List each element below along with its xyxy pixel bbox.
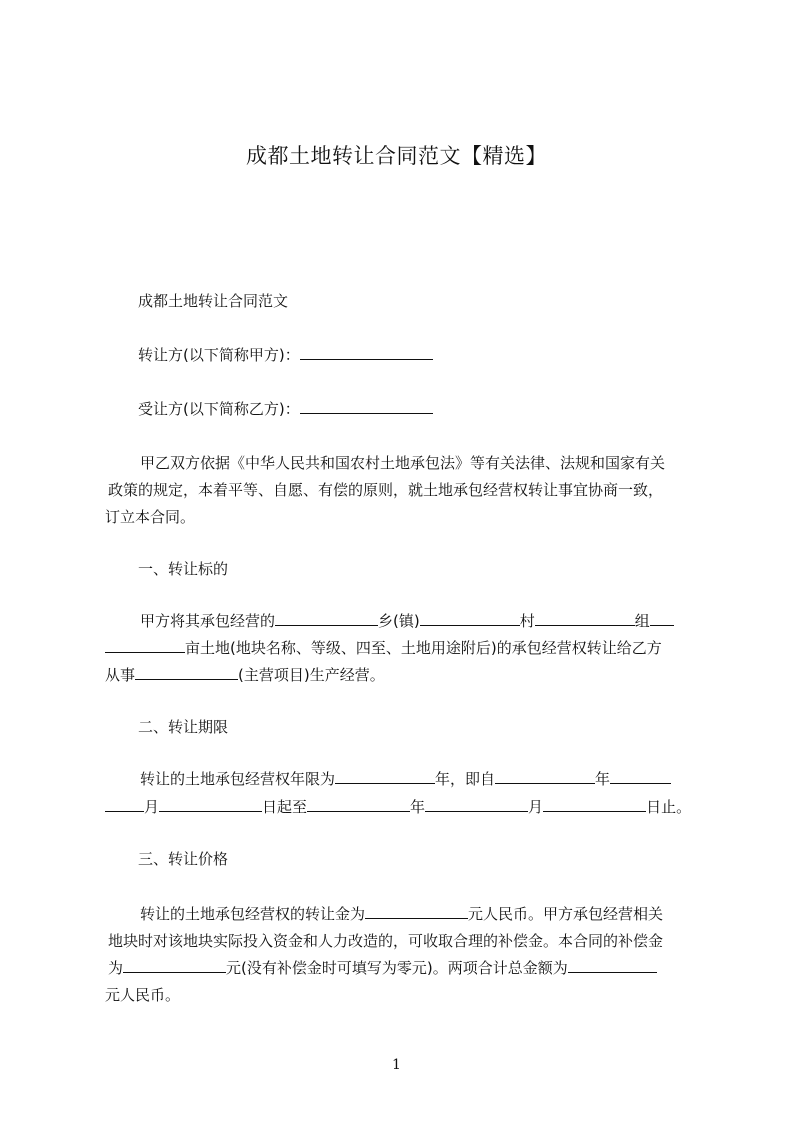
preamble-line-1: 甲乙双方依据《中华人民共和国农村土地承包法》等有关法律、法规和国家有关 [140,454,666,472]
transferor-blank [300,345,433,360]
end-day-blank [543,797,646,812]
transferee-label: 受让方(以下简称乙方)： [138,400,300,418]
document-title: 成都土地转让合同范文【精选】 [246,144,547,168]
section3-text: 元(没有补偿金时可填写为零元)。两项合计总金额为 [226,959,568,977]
start-day-blank [159,797,262,812]
end-month-blank [425,797,528,812]
section2-text: 日起至 [262,798,308,816]
page-number: 1 [392,1057,401,1073]
section3-line-3 [108,958,657,978]
section1-text: 组 [634,612,650,630]
village-blank [420,611,520,626]
section2-line-1 [140,769,671,789]
section2-text: 年，即自 [435,770,496,788]
transferor-label: 转让方(以下简称甲方)： [138,346,300,364]
area-blank-start [650,611,674,626]
start-month-blank-start [610,769,671,784]
transfer-fee-blank [365,904,468,919]
section3-text: 为 [108,959,124,977]
section2-text: 月 [144,798,160,816]
section3-heading: 三、转让价格 [138,850,229,868]
start-year-blank [495,769,595,784]
town-blank [275,611,378,626]
section1-line-2 [105,638,662,658]
section2-text: 转让的土地承包经营权年限为 [140,770,336,788]
section2-heading: 二、转让期限 [138,718,229,736]
section1-heading: 一、转让标的 [138,560,229,578]
section1-text: 从事 [105,666,136,684]
area-blank [105,638,185,653]
preamble-line-3: 订立本合同。 [105,508,196,526]
preamble-line-2: 政策的规定，本着平等、自愿、有偿的原则，就土地承包经营权转让事宜协商一致， [108,481,664,499]
compensation-blank [123,958,226,973]
term-years-blank [335,769,435,784]
section1-text: 甲方将其承包经营的 [140,612,276,630]
transferor-line [138,345,433,365]
group-blank [535,611,635,626]
section3-line-1 [140,904,663,924]
section1-line-1 [140,611,674,631]
transferee-blank [300,399,433,414]
start-month-blank [105,797,144,812]
section1-text: 亩土地(地块名称、等级、四至、土地用途附后)的承包经营权转让给乙方 [185,639,662,657]
section3-text: 转让的土地承包经营权的转让金为 [140,905,366,923]
section2-text: 年 [410,798,426,816]
section1-text: 乡(镇) [378,612,420,630]
section2-line-2 [105,797,691,817]
subtitle: 成都土地转让合同范文 [138,292,289,310]
section3-line-4: 元人民币。 [105,986,181,1004]
business-blank [135,665,238,680]
section1-text: 村 [519,612,535,630]
section3-text: 元人民币。甲方承包经营相关 [468,905,664,923]
section2-text: 年 [595,770,611,788]
section3-line-2: 地块时对该地块实际投入资金和人力改造的，可收取合理的补偿金。本合同的补偿金 [108,932,664,950]
section2-text: 月 [528,798,544,816]
section2-text: 日止。 [646,798,692,816]
transferee-line [138,399,433,419]
section1-text: (主营项目)生产经营。 [238,666,385,684]
end-year-blank [307,797,410,812]
section1-line-3 [105,665,385,685]
total-amount-blank [568,958,657,973]
